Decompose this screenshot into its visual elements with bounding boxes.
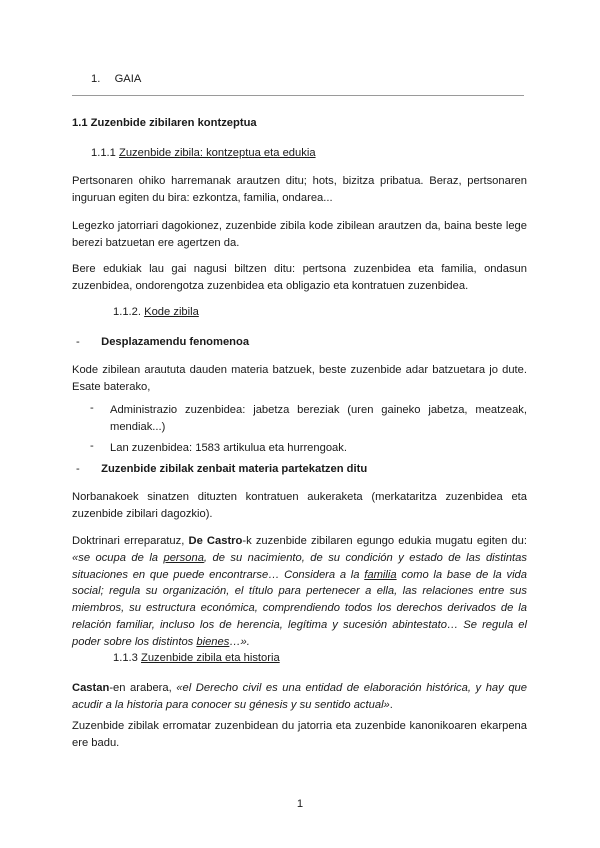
list-dash: - <box>90 402 94 414</box>
quote-term-persona: persona <box>163 551 204 564</box>
quote-paragraph <box>72 533 527 651</box>
chapter-heading <box>91 73 141 85</box>
list-dash: - <box>90 440 94 452</box>
paragraph: Legezko jatorriari dagokionez, zuzenbide zibila kode zibilean arautzen da, baina beste lege berezi batzuetan ere agertzen da. <box>72 220 527 249</box>
bullet-title: Zuzenbide zibilak zenbait materia partekatzen ditu <box>101 463 368 475</box>
subsection-title: Kode zibila <box>144 306 199 318</box>
list-item <box>90 402 527 436</box>
paragraph: Pertsonaren ohiko harremanak arautzen ditu; hots, bizitza pribatua. Beraz, pertsonaren inguruan egiten du bira: ezkontza, familia, ondarea... <box>72 175 527 204</box>
page-number: 1 <box>296 798 304 810</box>
paragraph: Norbanakoek sinatzen dituzten kontratuen aukeraketa (merkataritza zuzenbidea eta zuzenbide zibilari dagozkio). <box>72 491 527 520</box>
quote-run: «el Derecho civil es una entidad de elaboración histórica, y hay que acudir a la historia para conocer su génesis y su sentido actual» <box>72 682 527 711</box>
quote-run: como la base de la vida social; regula su organización, el título para pertenecer a ella, las relaciones entre sus miembros, su estructura económica, comprendiendo todos los derechos derivados de la relación familiar, incluso los de herencia, legítima y sucesión abintestato… Se regula el poder sobre los distintos <box>72 568 527 648</box>
bullet-heading <box>76 336 249 348</box>
text-run: -en arabera, <box>109 682 177 694</box>
subsection-number: 1.1.2. <box>113 306 141 318</box>
subsection-number: 1.1.3 <box>113 652 138 664</box>
text-run: -k zuzenbide zibilaren egungo edukia mugatu egiten du: <box>242 535 527 547</box>
chapter-title: GAIA <box>114 73 142 85</box>
subsection-number: 1.1.1 <box>91 147 116 159</box>
paragraph: Kode zibilean araututa dauden materia batzuek, beste zuzenbide adar batzuetara jo dute. Esate baterako, <box>72 364 527 393</box>
heading-divider <box>72 95 524 96</box>
subsection-title: Zuzenbide zibila: kontzeptua eta edukia <box>119 147 316 159</box>
quote-term-bienes: bienes <box>196 635 230 648</box>
quote-run: «se ocupa de la <box>72 551 164 564</box>
author-name: De Castro <box>188 535 243 547</box>
text-run: Doktrinari erreparatuz, <box>72 535 189 547</box>
bullet-title: Desplazamendu fenomenoa <box>101 336 250 348</box>
quote-run: , de su nacimiento, de su condición y estado de las distintas situaciones en que puede encontrarse… Considera a la <box>72 551 527 581</box>
bullet-dash: - <box>76 463 80 475</box>
author-name: Castan <box>72 682 110 694</box>
bullet-dash: - <box>76 336 80 348</box>
subsection-title: Zuzenbide zibila eta historia <box>141 652 280 664</box>
text-run: . <box>389 698 393 711</box>
subsection-heading-1-1-2 <box>113 306 199 318</box>
chapter-number: 1. <box>91 73 101 85</box>
quote-run: …». <box>229 635 250 648</box>
quote-term-familia: familia <box>364 568 397 581</box>
bullet-heading <box>76 463 367 475</box>
paragraph: Zuzenbide zibilak erromatar zuzenbidean du jatorria eta zuzenbide kanonikoaren ekarpena ere badu. <box>72 720 527 749</box>
list-item-text: Lan zuzenbidea: 1583 artikulua eta hurrengoak. <box>110 442 347 454</box>
list-item <box>90 440 527 457</box>
list-item-text: Administrazio zuzenbidea: jabetza bereziak (uren gaineko jabetza, meatzeak, mendiak...) <box>110 404 527 433</box>
quote-paragraph <box>72 680 527 714</box>
subsection-heading-1-1-1 <box>91 147 316 159</box>
subsection-heading-1-1-3 <box>113 652 280 664</box>
section-title: 1.1 Zuzenbide zibilaren kontzeptua <box>72 117 257 129</box>
paragraph: Bere edukiak lau gai nagusi biltzen ditu: pertsona zuzenbidea eta familia, ondasun zuzenbidea, ondorengotza zuzenbidea eta obligazio eta kontratuen zuzenbidea. <box>72 263 527 292</box>
